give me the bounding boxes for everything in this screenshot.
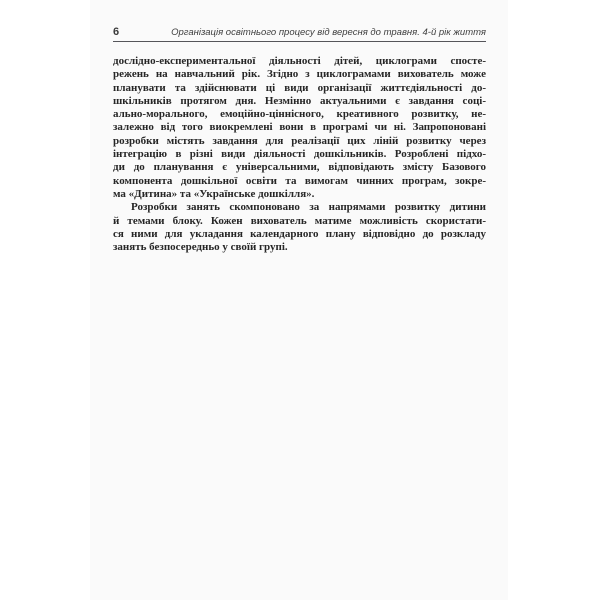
running-title: Організація освітнього процесу від вересня до травня. 4-й рік життя xyxy=(171,27,486,38)
body-line: розробки містять завдання для реалізації цих ліній розвитку через xyxy=(113,134,486,147)
body-line: Розробки занять скомпоновано за напрямами розвитку дитини xyxy=(131,201,486,214)
header-rule xyxy=(113,41,486,42)
body-line: режень на навчальний рік. Згідно з циклограмами вихователь може xyxy=(113,68,486,81)
body-line: компонента дошкільної освіти та вимогам чинних програм, зокре- xyxy=(113,174,486,187)
page-number: 6 xyxy=(113,26,120,38)
body-line: ально-морального, емоційно-ціннісного, креативного розвитку, не- xyxy=(113,108,486,121)
body-line: ма «Дитина» та «Українське дошкілля». xyxy=(113,187,315,200)
body-line: інтеграцію в різні види діяльності дошкільників. Розроблені підхо- xyxy=(113,148,486,161)
body-line: ся ними для укладання календарного плану відповідно до розкладу xyxy=(113,227,486,240)
body-line: й темами блоку. Кожен вихователь матиме можливість скористати- xyxy=(113,214,486,227)
body-line: ди до планування є універсальними, відповідають змісту Базового xyxy=(113,161,486,174)
body-line: шкільників протягом дня. Незмінно актуальними є завдання соці- xyxy=(113,94,486,107)
page-header xyxy=(113,0,486,41)
book-page xyxy=(90,0,508,600)
body-line: залежно від того виокремлені вони в програмі чи ні. Запропоновані xyxy=(113,121,486,134)
body-line: дослідно-експериментальної діяльності дітей, циклограми спосте- xyxy=(113,55,486,67)
page-body xyxy=(113,55,486,254)
body-line: планувати та здійснювати ці види організації життєдіяльності до- xyxy=(113,81,486,94)
body-line: занять безпосередньо у своїй групі. xyxy=(113,241,288,254)
content-column xyxy=(113,0,486,254)
